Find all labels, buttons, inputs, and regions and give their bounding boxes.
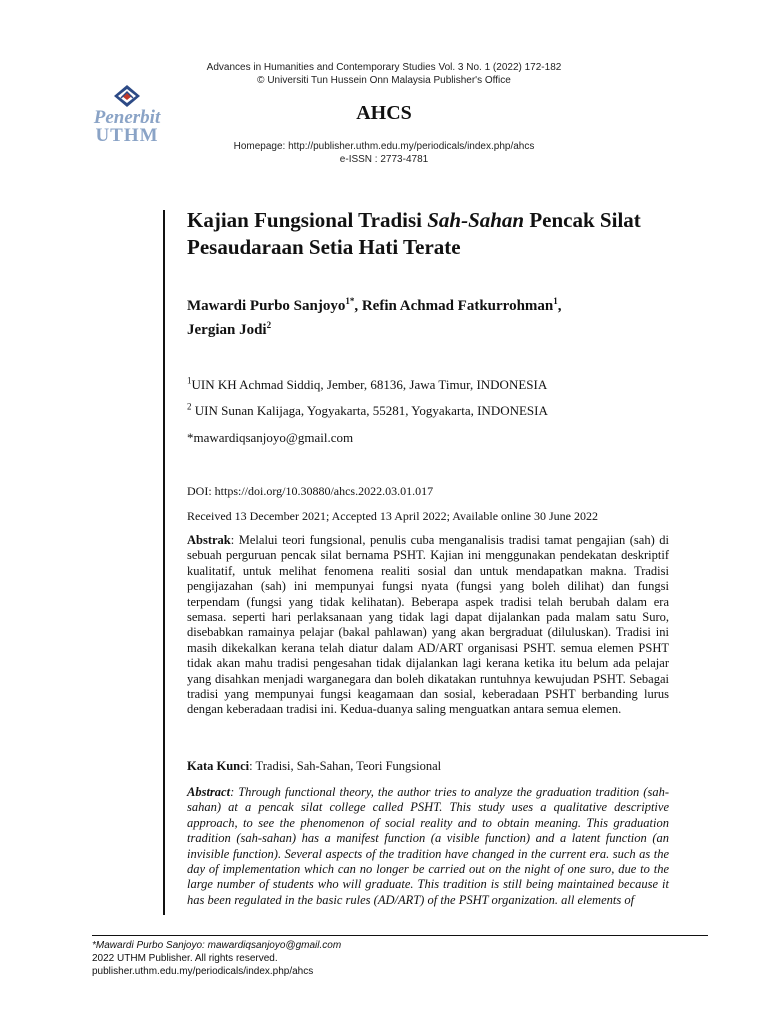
article-title: Kajian Fungsional Tradisi Sah-Sahan Pencak Silat Pesaudaraan Setia Hati Terate [187, 208, 641, 259]
footer-url[interactable]: publisher.uthm.edu.my/periodicals/index.php/ahcs [92, 966, 314, 977]
logo-word-penerbit: Penerbit [93, 107, 161, 128]
keywords-line: Kata Kunci: Tradisi, Sah-Sahan, Teori Fungsional [187, 759, 442, 773]
author-name: Refin Achmad Fatkurrohman [361, 298, 554, 314]
affiliation-2: $^2$ UIN Sunan Kalijaga, Yogyakarta, 55281, Yogyakarta, INDONESIA [187, 401, 548, 418]
author-list: Mawardi Purbo Sanjoyo$^{1*}$, Refin Achmad Fatkurrohman$^1$, Jergian Jodi$^2$ [187, 296, 562, 338]
doi-line[interactable]: DOI: https://doi.org/10.30880/ahcs.2022.03.01.017 [187, 484, 434, 498]
abstract-paragraph: Abstract: Through functional theory, the author tries to analyze the graduation tradition (sah-sahan) at a pencak silat college called PSHT. This study uses a qualitative descriptive approach, to see the phenomenon of social reality and to obtain meaning. This graduation tradition (sah-sahan) has a manifest function (a visible function) and a latent function (an invisible function). Several aspects of the tradition have changed in the current era. such as the day of implementation which can no longer be carried out on the night of one suro, due to the large number of students who will graduate. This tradition is still being maintained because it has been regulated in the basic rules (AD/ART) of the PSHT organization. all elements of [187, 785, 669, 907]
corresponding-email[interactable]: *mawardiqsanjoyo@gmail.com [187, 430, 354, 445]
footer-rule [92, 935, 708, 936]
affiliation-1: $^1$UIN KH Achmad Siddiq, Jember, 68136, Jawa Timur, INDONESIA [187, 375, 548, 392]
abstrak-paragraph: Abstrak: Melalui teori fungsional, penulis cuba menganalisis tradisi tamat pengajian (sah) di sebuah perguruan pencak silat bernama PSHT. Kajian ini menggunakan pendekatan deskriptif kualitatif, untuk melihat fenomena realiti sosial dan untuk mendapatkan makna. Tradisi pengijazahan (sah) ini mempunyai fungsi nyata (fungsi yang boleh dilihat) dan fungsi terpendam (fungsi yang tidak kelihatan). Beberapa aspek tradisi telah berubah dalam era semasa. seperti hari perlaksanaan yang tidak lagi dapat dijalankan pada malam satu Suro, disebabkan ramainya pelajar (bakal pahlawan) yang akan bergraduat (diluluskan). Tradisi ini masih dikekalkan kerana telah diatur dalam AD/ART organisasi PSHT. semua elemen PSHT tidak akan mahu tradisi pengesahan tidak dijalankan lagi kerana ketika itu belum ada pelajar yang disahkan menjadi warganegara dan boleh dikatakan runtuhnya kewujudan PSHT. Sebagai tradisi yang mempunyai fungsi keagamaan dan sosial, keberadaan PSHT berbanding lurus dengan keberadaan tradisi ini. Kedua-duanya saling menguatkan antara semua elemen. [187, 533, 669, 717]
author-name: Mawardi Purbo Sanjoyo [187, 298, 346, 314]
logo-word-uthm: UTHM [95, 125, 159, 146]
journal-abbreviation: AHCS [356, 102, 412, 124]
issn-line: e-ISSN : 2773-4781 [339, 154, 429, 165]
homepage-link[interactable]: Homepage: http://publisher.uthm.edu.my/periodicals/index.php/ahcs [233, 141, 535, 152]
footnote-author: *Mawardi Purbo Sanjoyo: mawardiqsanjoyo@gmail.com [92, 940, 342, 951]
dates-line: Received 13 December 2021; Accepted 13 April 2022; Available online 30 June 2022 [187, 509, 599, 523]
copyright-line: © Universiti Tun Hussein Onn Malaysia Publisher's Office [257, 75, 511, 86]
author-name: Jergian Jodi [187, 322, 267, 338]
footer-rights: 2022 UTHM Publisher. All rights reserved. [92, 953, 278, 964]
journal-citation: Advances in Humanities and Contemporary Studies Vol. 3 No. 1 (2022) 172-182 [206, 62, 562, 73]
margin-rule [163, 210, 165, 915]
